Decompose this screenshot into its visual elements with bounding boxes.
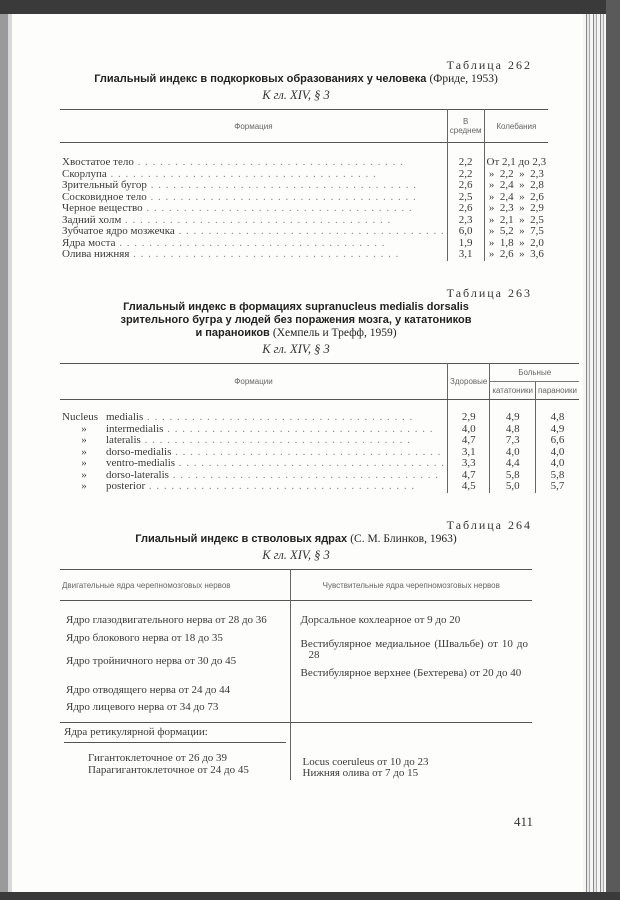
formation-cell bbox=[60, 424, 448, 436]
table-row bbox=[60, 249, 548, 261]
range-cell: » 2,1 » 2,5 bbox=[484, 215, 548, 227]
paranoid-cell: 6,6 bbox=[536, 435, 579, 447]
list-item: Вестибулярное верхнее (Бехтерева) от 20 до 40 bbox=[300, 666, 522, 679]
table-row bbox=[60, 215, 548, 227]
mean-cell: 6,0 bbox=[447, 226, 484, 238]
list-item: Дорсальное кохлеарное от 9 до 20 bbox=[300, 614, 461, 626]
book-left-edge bbox=[0, 14, 12, 900]
paranoid-cell: 5,8 bbox=[536, 470, 579, 482]
paranoid-cell: 4,0 bbox=[536, 447, 579, 459]
sensory-extra-cell bbox=[290, 722, 532, 780]
healthy-cell: 4,7 bbox=[448, 470, 490, 482]
catatonic-cell: 4,9 bbox=[490, 412, 536, 424]
mean-cell: 2,3 bbox=[447, 215, 484, 227]
formation-cell bbox=[60, 470, 448, 482]
chapter-reference: К гл. XIV, § 3 bbox=[262, 342, 330, 356]
table-source: (С. М. Блинков, 1963) bbox=[350, 533, 457, 545]
mean-cell: 2,6 bbox=[447, 203, 484, 215]
formation-name: medialis bbox=[106, 412, 144, 423]
column-header-sick: Больные bbox=[490, 364, 579, 382]
column-header-healthy: Здоровые bbox=[448, 364, 490, 400]
table-title-text: Глиальный индекс в подкорковых образованиях у человека bbox=[94, 73, 427, 85]
formation-cell bbox=[60, 447, 448, 459]
formation-cell: Зрительный бугор . . . bbox=[60, 180, 447, 192]
formation-prefix: » bbox=[81, 435, 87, 446]
range-cell: » 1,8 » 2,0 bbox=[484, 238, 548, 250]
catatonic-cell: 5,0 bbox=[490, 481, 536, 493]
table-row bbox=[60, 458, 579, 470]
formation-name: posterior bbox=[106, 481, 146, 492]
table-row bbox=[60, 470, 579, 482]
list-item: Locus coeruleus от 10 до 23 bbox=[302, 755, 429, 768]
table-row bbox=[60, 447, 579, 459]
table-262 bbox=[60, 109, 548, 261]
table-row bbox=[60, 169, 548, 181]
catatonic-cell: 4,4 bbox=[490, 458, 536, 470]
formation-prefix: » bbox=[81, 423, 87, 435]
mean-cell: 3,1 bbox=[447, 249, 484, 261]
table-title-line: зрительного бугра у людей без поражения мозга, у кататоников bbox=[120, 314, 472, 326]
formation-cell: Черное вещество . . . bbox=[60, 203, 447, 215]
catatonic-cell: 7,3 bbox=[490, 435, 536, 447]
formation-name: ventro-medialis bbox=[106, 458, 176, 469]
formation-name: lateralis bbox=[106, 435, 141, 446]
list-item: Ядро отводящего нерва от 24 до 44 bbox=[66, 683, 231, 696]
healthy-cell: 2,9 bbox=[448, 412, 490, 424]
column-header-motor: Двигательные ядра черепномозговых нервов bbox=[62, 580, 231, 590]
formation-cell: Ядра моста . . . bbox=[60, 238, 447, 250]
healthy-cell: 3,1 bbox=[448, 447, 490, 459]
formation-prefix: Nucleus bbox=[62, 412, 99, 423]
column-header-paranoid: параноики bbox=[536, 382, 579, 400]
table-262-section bbox=[60, 58, 547, 261]
formation-cell: Скорлупа . . . bbox=[60, 169, 447, 181]
formation-cell bbox=[60, 412, 448, 424]
chapter-reference: К гл. XIV, § 3 bbox=[262, 88, 330, 102]
table-number: Таблица 262 bbox=[446, 58, 532, 72]
list-item: Вестибулярное медиальное (Швальбе) от 10 до 28 bbox=[300, 637, 528, 661]
paranoid-cell: 4,8 bbox=[536, 412, 579, 424]
table-title bbox=[60, 533, 532, 546]
column-header-mean: В среднем bbox=[447, 110, 484, 143]
table-row bbox=[60, 424, 579, 436]
formation-prefix: » bbox=[81, 469, 87, 481]
catatonic-cell: 5,8 bbox=[490, 470, 536, 482]
catatonic-cell: 4,8 bbox=[490, 424, 536, 436]
formation-prefix: » bbox=[81, 481, 87, 492]
table-row bbox=[60, 435, 579, 447]
formation-prefix: » bbox=[81, 446, 87, 458]
catatonic-cell: 4,0 bbox=[490, 447, 536, 459]
list-item: Ядро лицевого нерва от 34 до 73 bbox=[66, 701, 219, 713]
column-header-formation: Формации bbox=[60, 364, 448, 400]
reticular-cell bbox=[60, 722, 290, 780]
table-number: Таблица 264 bbox=[446, 518, 532, 532]
table-263-section bbox=[60, 286, 578, 493]
table-263 bbox=[60, 363, 579, 493]
book-page bbox=[12, 14, 583, 892]
formation-cell bbox=[60, 481, 448, 493]
paranoid-cell: 5,7 bbox=[536, 481, 579, 493]
page-number: 411 bbox=[513, 814, 533, 829]
table-title bbox=[60, 301, 532, 340]
range-cell: » 2,6 » 3,6 bbox=[484, 249, 548, 261]
formation-cell: Зубчатое ядро мозжечка . . . bbox=[60, 226, 447, 238]
table-row bbox=[60, 238, 548, 250]
table-title-line: Глиальный индекс в формациях supranucleus medialis dorsalis bbox=[123, 301, 469, 313]
column-header-catatonic: кататоники bbox=[490, 382, 536, 400]
motor-nuclei-cell bbox=[60, 601, 290, 723]
range-cell: От 2,1 до 2,3 bbox=[484, 157, 548, 169]
formation-prefix: » bbox=[81, 458, 87, 469]
formation-cell: Сосковидное тело . . . bbox=[60, 192, 447, 204]
formation-cell: Хвостатое тело . . . bbox=[60, 157, 447, 169]
list-item: Ядро глазодвигательного нерва от 28 до 36 bbox=[66, 614, 267, 626]
mean-cell: 2,2 bbox=[447, 157, 484, 169]
table-row bbox=[60, 192, 548, 204]
table-row bbox=[60, 412, 579, 424]
healthy-cell: 4,7 bbox=[448, 435, 490, 447]
table-number: Таблица 263 bbox=[446, 286, 532, 300]
table-264 bbox=[60, 569, 532, 780]
formation-cell: Олива нижняя . . . bbox=[60, 249, 447, 261]
healthy-cell: 4,5 bbox=[448, 481, 490, 493]
range-cell: » 5,2 » 7,5 bbox=[484, 226, 548, 238]
book-right-edge bbox=[606, 0, 620, 900]
table-title bbox=[60, 73, 532, 86]
table-row bbox=[60, 203, 548, 215]
mean-cell: 2,6 bbox=[447, 180, 484, 192]
column-header-sensory: Чувствительные ядра черепномозговых нервов bbox=[290, 570, 532, 601]
table-row bbox=[60, 226, 548, 238]
table-source: (Хемпель и Трефф, 1959) bbox=[272, 327, 397, 339]
table-title-text: Глиальный индекс в стволовых ядрах bbox=[135, 533, 348, 545]
range-cell: » 2,4 » 2,6 bbox=[484, 192, 548, 204]
table-row bbox=[60, 157, 548, 169]
formation-name: dorso-medialis bbox=[106, 446, 172, 458]
table-264-section bbox=[60, 518, 532, 780]
paranoid-cell: 4,0 bbox=[536, 458, 579, 470]
sensory-nuclei-cell bbox=[290, 601, 532, 723]
healthy-cell: 4,0 bbox=[448, 424, 490, 436]
range-cell: » 2,2 » 2,3 bbox=[484, 169, 548, 181]
table-row bbox=[60, 481, 579, 493]
list-item: Ядро тройничного нерва от 30 до 45 bbox=[66, 655, 237, 667]
mean-cell: 2,2 bbox=[447, 169, 484, 181]
book-top-edge bbox=[0, 0, 620, 14]
page-stack-edge bbox=[583, 14, 607, 892]
range-cell: » 2,4 » 2,8 bbox=[484, 180, 548, 192]
column-header-range: Колебания bbox=[484, 110, 548, 143]
list-item: Нижняя олива от 7 до 15 bbox=[302, 767, 419, 779]
list-item: Гигантоклеточное от 26 до 39 bbox=[88, 752, 228, 764]
formation-cell: Задний холм . . . bbox=[60, 215, 447, 227]
table-source: (Фриде, 1953) bbox=[429, 73, 498, 85]
mean-cell: 1,9 bbox=[447, 238, 484, 250]
formation-cell bbox=[60, 435, 448, 447]
list-item: Парагигантоклеточное от 24 до 45 bbox=[88, 763, 249, 776]
column-header-formation: Формация bbox=[234, 121, 273, 131]
formation-cell bbox=[60, 458, 448, 470]
list-item: Ядро блокового нерва от 18 до 35 bbox=[66, 631, 223, 644]
chapter-reference: К гл. XIV, § 3 bbox=[262, 548, 330, 562]
healthy-cell: 3,3 bbox=[448, 458, 490, 470]
mean-cell: 2,5 bbox=[447, 192, 484, 204]
paranoid-cell: 4,9 bbox=[536, 424, 579, 436]
reticular-heading: Ядра ретикулярной формации: bbox=[64, 727, 286, 744]
formation-name: intermedialis bbox=[106, 423, 164, 435]
table-title-line: и параноиков bbox=[195, 327, 270, 339]
book-bottom-edge bbox=[0, 892, 620, 900]
range-cell: » 2,3 » 2,9 bbox=[484, 203, 548, 215]
formation-name: dorso-lateralis bbox=[106, 469, 169, 481]
table-row bbox=[60, 180, 548, 192]
